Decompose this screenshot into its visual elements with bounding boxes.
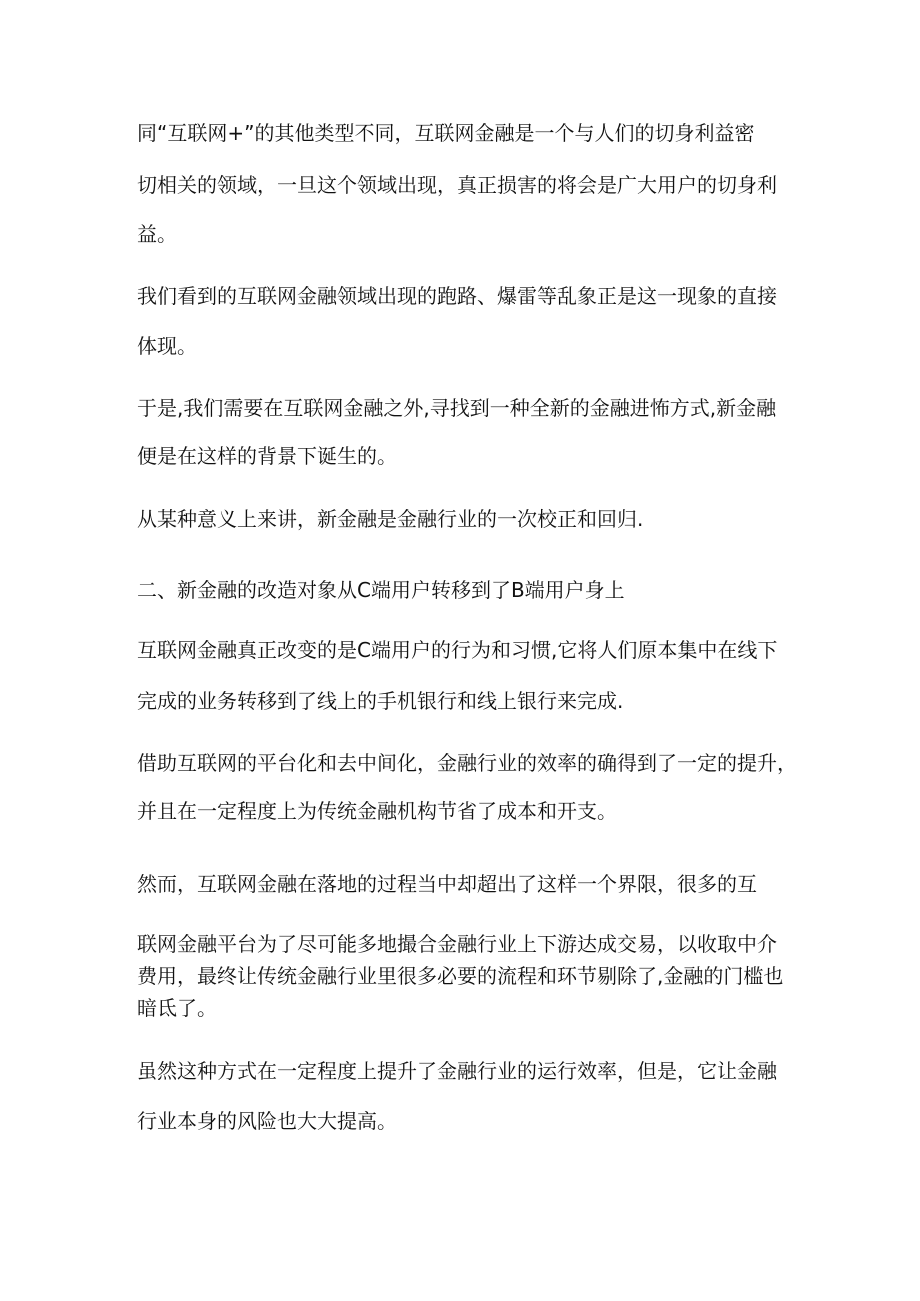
text-line: 虽然这种方式在一定程度上提升了金融行业的运行效率，但是，它让金融 <box>137 1059 777 1083</box>
text-line: 便是在这样的背景下诞生的。 <box>137 444 397 468</box>
text-line: 切相关的领域，一旦这个领域出现，真正损害的将会是广大用户的切身利 <box>137 173 777 197</box>
text-line: 互联网金融真正改变的是C端用户的行为和习惯,它将人们原本集中在线下 <box>137 638 778 662</box>
section-heading: 二、新金融的改造对象从C端用户转移到了B端用户身上 <box>137 578 625 602</box>
text-line: 费用，最终让传统金融行业里很多必要的流程和环节剔除了,金融的门槛也 <box>137 964 784 988</box>
text-line: 于是,我们需要在互联网金融之外,寻找到一种全新的金融进怖方式,新金融 <box>137 396 777 420</box>
text-line: 联网金融平台为了尽可能多地撮合金融行业上下游达成交易，以收取中介 <box>137 932 777 956</box>
text-line: 暗氐了。 <box>137 996 217 1020</box>
text-line: 借助互联网的平台化和去中间化，金融行业的效率的确得到了一定的提升， <box>137 751 797 775</box>
text-line: 益。 <box>137 222 177 246</box>
text-line: 我们看到的互联网金融领域出现的跑路、爆雷等乱象正是这一现象的直接 <box>137 284 777 308</box>
text-line: 行业本身的风险也大大提高。 <box>137 1109 397 1133</box>
text-line: 体现。 <box>137 334 197 358</box>
text-line: 完成的业务转移到了线上的手机银行和线上银行来完成. <box>137 689 624 713</box>
text-line: 同“互联网+”的其他类型不同，互联网金融是一个与人们的切身利益密 <box>137 121 755 145</box>
text-line: 从某种意义上来讲，新金融是金融行业的一次校正和回归. <box>137 507 644 531</box>
text-line: 并且在一定程度上为传统金融机构节省了成本和开支。 <box>137 799 617 823</box>
text-line: 然而，互联网金融在落地的过程当中却超出了这样一个界限，很多的互 <box>137 872 757 896</box>
